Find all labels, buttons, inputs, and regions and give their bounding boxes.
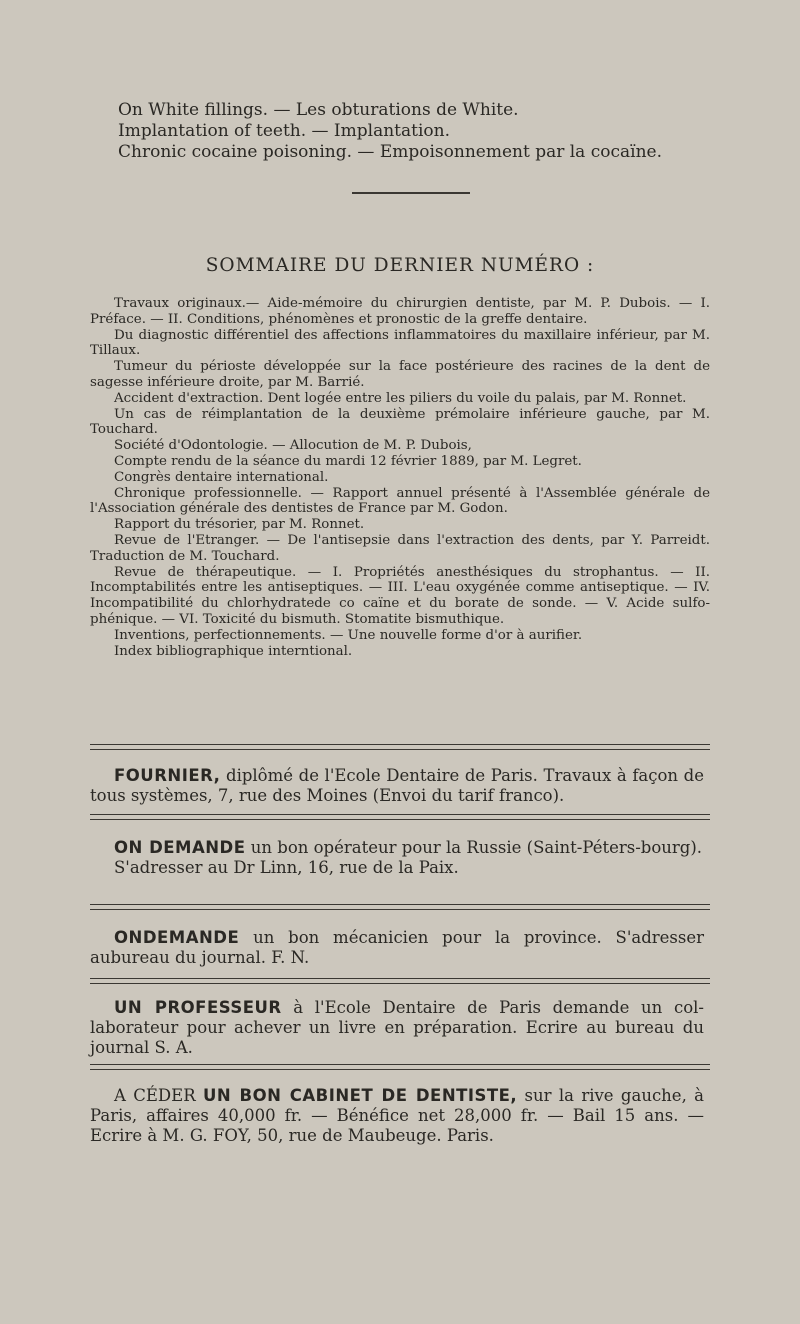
double-rule xyxy=(90,814,710,820)
advert-prefix: A CÉDER xyxy=(114,1086,203,1105)
double-rule xyxy=(90,904,710,910)
advert-text: à l'Ecole Dentaire de Paris demande un col-laborateur pour achever un livre en préparation. Ecrire au bureau du journal S. A. xyxy=(90,998,704,1057)
double-rule xyxy=(90,978,710,984)
summary-entry: Chronique professionnelle. — Rapport annuel présenté à l'Assemblée générale de l'Association générale des dentistes de France par M. Godon. xyxy=(90,485,710,517)
summary-heading: SOMMAIRE DU DERNIER NUMÉRO : xyxy=(205,255,595,276)
summary-entries xyxy=(90,296,710,659)
summary-entry: Un cas de réimplantation de la deuxième prémolaire inférieure gauche, par M. Touchard. xyxy=(90,406,710,438)
advert-bold: FOURNIER, xyxy=(114,766,221,785)
article-line: Implantation of teeth. — Implantation. xyxy=(118,121,450,141)
section-divider xyxy=(352,192,470,194)
double-rule xyxy=(90,1064,710,1070)
summary-entry: Du diagnostic différentiel des affections inflammatoires du maxillaire inférieur, par M. Tillaux. xyxy=(90,327,710,359)
summary-entry: Rapport du trésorier, par M. Ronnet. xyxy=(114,517,365,533)
article-list xyxy=(118,100,698,163)
summary-entry: Tumeur du périoste développée sur la face postérieure des racines de la dent de sagesse inférieure droite, par M. Barrié. xyxy=(90,359,710,390)
double-rule xyxy=(90,744,710,750)
summary-entry: Inventions, perfectionnements. — Une nouvelle forme d'or à aurifier. xyxy=(114,627,583,643)
summary-entry: Congrès dentaire international. xyxy=(114,469,329,485)
advert-fournier xyxy=(90,766,704,806)
summary-entry: Travaux originaux.— Aide-mémoire du chirurgien dentiste, par M. P. Dubois. — I. Préface. — II. Conditions, phénomènes et pronostic de la greffe dentaire. xyxy=(90,296,710,327)
advert-mecanicien xyxy=(90,928,704,968)
advert-bold: UN PROFESSEUR xyxy=(114,998,282,1017)
article-line: Chronic cocaine poisoning. — Empoisonnement par la cocaïne. xyxy=(118,142,662,162)
summary-entry: Revue de l'Etranger. — De l'antisepsie dans l'extraction des dents, par Y. Parreidt. Traduction de M. Touchard. xyxy=(90,532,710,564)
summary-entry: Index bibliographique interntional. xyxy=(114,643,353,659)
advert-bold: ONDEMANDE xyxy=(114,928,240,947)
advert-cabinet xyxy=(90,1086,704,1146)
advert-professeur xyxy=(90,998,704,1058)
advert-bold: ON DEMANDE xyxy=(114,838,246,857)
advert-text: un bon opérateur pour la Russie (Saint-Péters-bourg). xyxy=(245,838,703,857)
advert-text: un bon mécanicien pour la province. S'adresser aubureau du journal. F. N. xyxy=(90,928,704,967)
summary-entry: Compte rendu de la séance du mardi 12 février 1889, par M. Legret. xyxy=(114,453,582,469)
advert-operateur xyxy=(90,838,704,878)
advert-bold: UN BON CABINET DE DENTISTE, xyxy=(202,1086,518,1105)
article-line: On White fillings. — Les obturations de White. xyxy=(118,100,519,120)
advert-text: sur la rive gauche, à Paris, affaires 40,000 fr. — Bénéfice net 28,000 fr. — Bail 15 ans. — Ecrire à M. G. FOY, 50, rue de Maubeuge. Paris. xyxy=(90,1086,704,1145)
summary-entry: Société d'Odontologie. — Allocution de M. P. Dubois, xyxy=(114,438,472,454)
summary-entry: Accident d'extraction. Dent logée entre les piliers du voile du palais, par M. Ronnet. xyxy=(114,390,687,406)
advert-contact: S'adresser au Dr Linn, 16, rue de la Paix. xyxy=(114,858,459,877)
summary-entry: Revue de thérapeutique. — I. Propriétés anesthésiques du strophantus. — II. Incomptabilités entre les antiseptiques. — III. L'eau oxygénée comme antiseptique. — IV. Incompatibilité du chlorhydratede co caïne et du borate de sonde. — V. Acide sulfo-phénique. — VI. Toxicité du bismuth. Stomatite bismuthique. xyxy=(90,564,710,627)
advert-text: diplômé de l'Ecole Dentaire de Paris. Travaux à façon de tous systèmes, 7, rue des Moines (Envoi du tarif franco). xyxy=(90,766,704,805)
